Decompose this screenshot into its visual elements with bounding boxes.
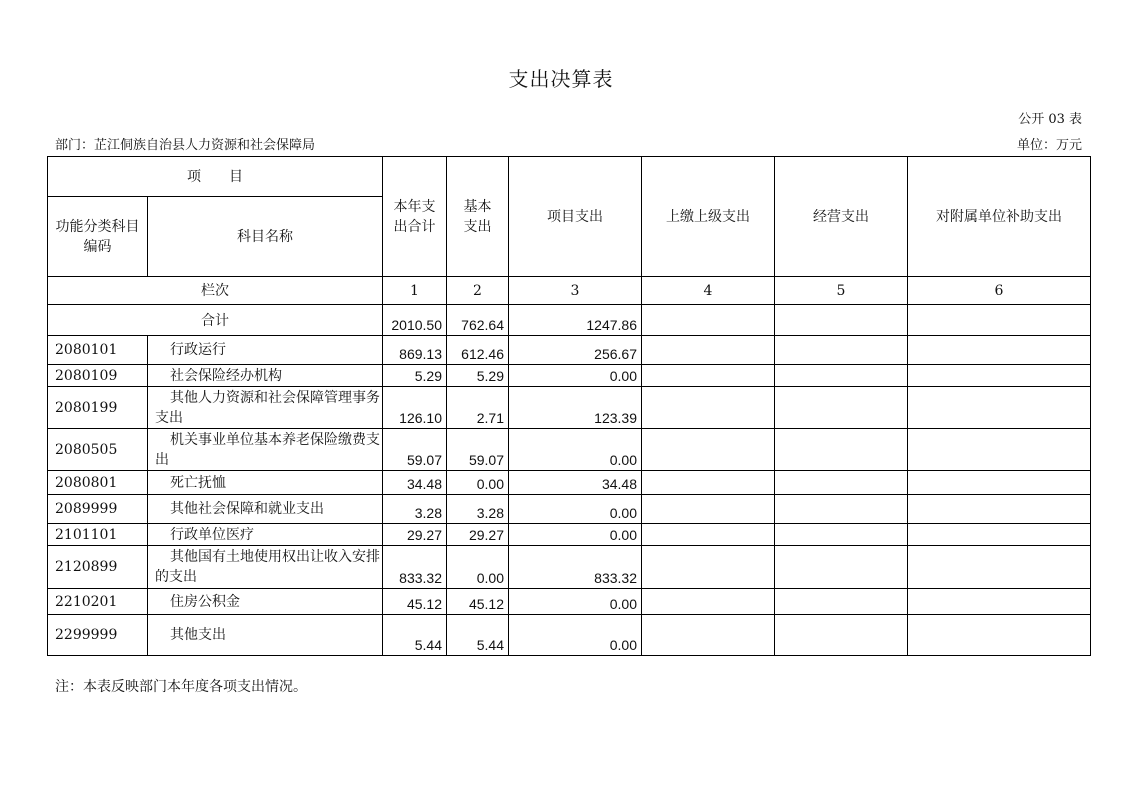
row-code: 2080109 bbox=[48, 365, 148, 387]
row-code: 2080505 bbox=[48, 429, 148, 471]
table-row bbox=[48, 546, 1091, 589]
row-project: 0.00 bbox=[509, 524, 642, 546]
col-index: 4 bbox=[642, 277, 775, 305]
col-index: 6 bbox=[908, 277, 1091, 305]
row-project: 256.67 bbox=[509, 336, 642, 365]
row-code: 2089999 bbox=[48, 495, 148, 524]
row-project: 0.00 bbox=[509, 365, 642, 387]
header-subsidy: 对附属单位补助支出 bbox=[908, 157, 1091, 277]
row-code: 2080199 bbox=[48, 387, 148, 429]
row-name: 社会保险经办机构 bbox=[148, 365, 383, 387]
header-code: 功能分类科目编码 bbox=[48, 197, 148, 277]
row-code: 2299999 bbox=[48, 615, 148, 656]
row-code: 2120899 bbox=[48, 546, 148, 589]
col-index: 3 bbox=[509, 277, 642, 305]
row-basic: 0.00 bbox=[447, 471, 509, 495]
department-label: 部门：芷江侗族自治县人力资源和社会保障局 bbox=[55, 138, 316, 153]
row-total: 59.07 bbox=[383, 429, 447, 471]
table-row bbox=[48, 495, 1091, 524]
row-name: 行政运行 bbox=[148, 336, 383, 365]
row-name: 其他国有土地使用权出让收入安排的支出 bbox=[148, 546, 383, 589]
header-name: 科目名称 bbox=[148, 197, 383, 277]
row-total: 3.28 bbox=[383, 495, 447, 524]
table-row bbox=[48, 336, 1091, 365]
row-name: 其他社会保障和就业支出 bbox=[148, 495, 383, 524]
row-basic: 0.00 bbox=[447, 546, 509, 589]
row-total: 5.29 bbox=[383, 365, 447, 387]
row-basic: 59.07 bbox=[447, 429, 509, 471]
row-project: 0.00 bbox=[509, 589, 642, 615]
row-project: 833.32 bbox=[509, 546, 642, 589]
expenditure-table bbox=[47, 156, 1091, 656]
page-title: 支出决算表 bbox=[508, 67, 614, 91]
row-basic: 45.12 bbox=[447, 589, 509, 615]
row-total: 5.44 bbox=[383, 615, 447, 656]
row-project: 34.48 bbox=[509, 471, 642, 495]
row-basic: 5.29 bbox=[447, 365, 509, 387]
table-row bbox=[48, 365, 1091, 387]
col-index: 5 bbox=[775, 277, 908, 305]
unit-label: 单位：万元 bbox=[1016, 138, 1082, 153]
row-code: 2101101 bbox=[48, 524, 148, 546]
header-business: 经营支出 bbox=[775, 157, 908, 277]
header-basic: 基本支出 bbox=[447, 157, 509, 277]
row-name: 行政单位医疗 bbox=[148, 524, 383, 546]
total-project: 1247.86 bbox=[509, 305, 642, 336]
table-row bbox=[48, 615, 1091, 656]
row-project: 0.00 bbox=[509, 615, 642, 656]
row-total: 34.48 bbox=[383, 471, 447, 495]
row-name: 住房公积金 bbox=[148, 589, 383, 615]
table-row bbox=[48, 524, 1091, 546]
col-index-label: 栏次 bbox=[48, 277, 383, 305]
row-total: 126.10 bbox=[383, 387, 447, 429]
total-total: 2010.50 bbox=[383, 305, 447, 336]
row-code: 2080801 bbox=[48, 471, 148, 495]
header-total: 本年支出合计 bbox=[383, 157, 447, 277]
row-total: 45.12 bbox=[383, 589, 447, 615]
row-total: 29.27 bbox=[383, 524, 447, 546]
table-row bbox=[48, 589, 1091, 615]
row-basic: 612.46 bbox=[447, 336, 509, 365]
row-project: 123.39 bbox=[509, 387, 642, 429]
header-project: 项目支出 bbox=[509, 157, 642, 277]
row-basic: 29.27 bbox=[447, 524, 509, 546]
footnote: 注：本表反映部门本年度各项支出情况。 bbox=[55, 679, 307, 695]
table-row bbox=[48, 429, 1091, 471]
table-row bbox=[48, 387, 1091, 429]
header-item: 项 目 bbox=[48, 157, 383, 197]
row-code: 2210201 bbox=[48, 589, 148, 615]
row-total: 869.13 bbox=[383, 336, 447, 365]
row-name: 其他支出 bbox=[148, 615, 383, 656]
row-basic: 3.28 bbox=[447, 495, 509, 524]
row-project: 0.00 bbox=[509, 495, 642, 524]
form-number: 公开 03 表 bbox=[1018, 112, 1082, 127]
row-basic: 5.44 bbox=[447, 615, 509, 656]
row-project: 0.00 bbox=[509, 429, 642, 471]
row-basic: 2.71 bbox=[447, 387, 509, 429]
col-index: 1 bbox=[383, 277, 447, 305]
total-basic: 762.64 bbox=[447, 305, 509, 336]
row-name: 其他人力资源和社会保障管理事务支出 bbox=[148, 387, 383, 429]
row-name: 机关事业单位基本养老保险缴费支出 bbox=[148, 429, 383, 471]
row-code: 2080101 bbox=[48, 336, 148, 365]
header-upper: 上缴上级支出 bbox=[642, 157, 775, 277]
table-row bbox=[48, 471, 1091, 495]
row-name: 死亡抚恤 bbox=[148, 471, 383, 495]
col-index: 2 bbox=[447, 277, 509, 305]
total-label: 合计 bbox=[48, 305, 383, 336]
row-total: 833.32 bbox=[383, 546, 447, 589]
